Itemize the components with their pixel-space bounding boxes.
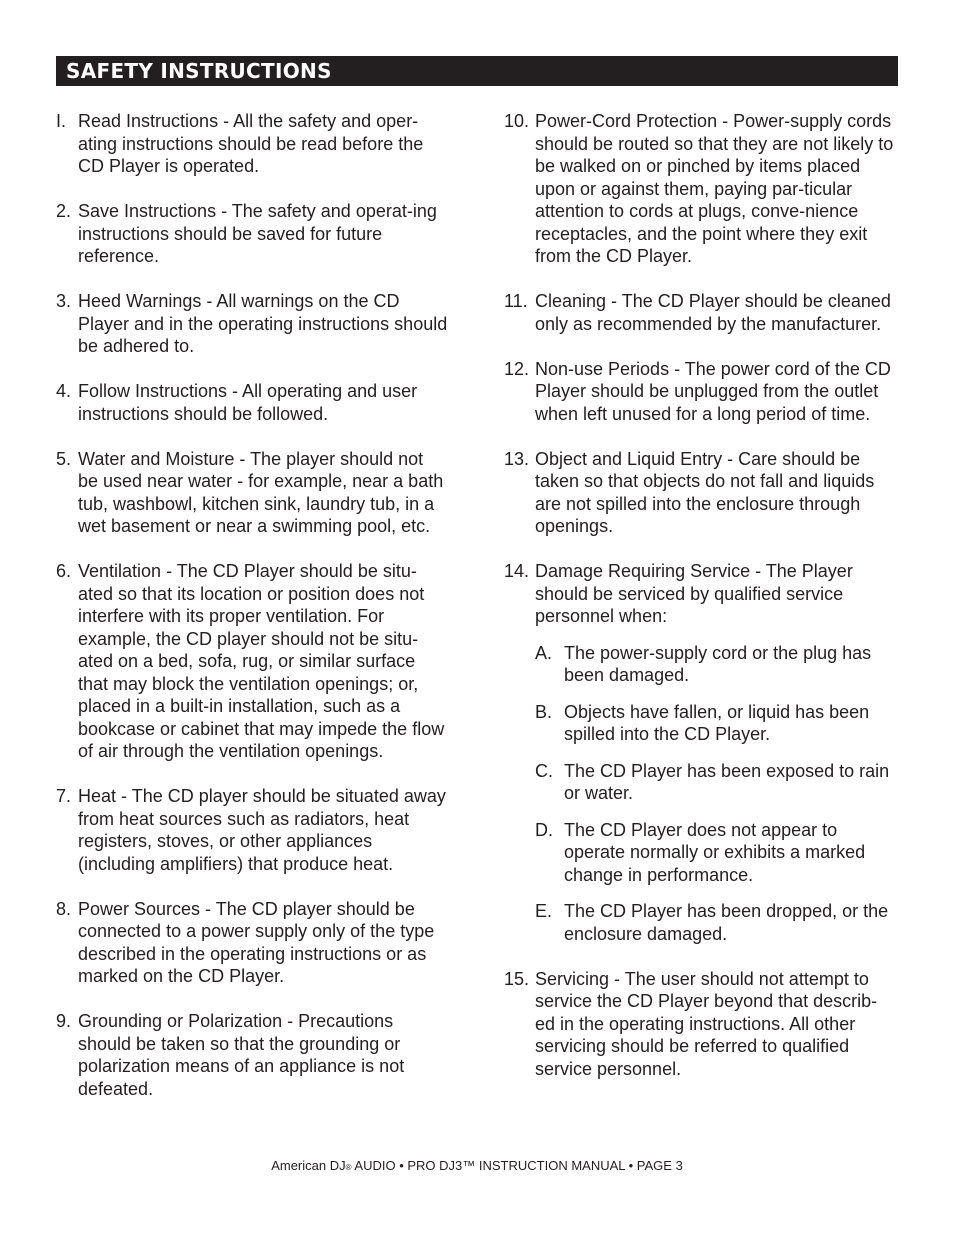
- item-number: 14.: [504, 561, 530, 581]
- list-item: [56, 560, 448, 763]
- item-body: [535, 560, 896, 945]
- list-item: [504, 560, 896, 945]
- item-text: Cleaning - The CD Player should be cleaned only as recommended by the manufacturer.: [535, 291, 891, 334]
- footer-brand: American DJ: [271, 1158, 346, 1173]
- item-number: 11.: [504, 291, 528, 311]
- sub-item-letter: B.: [535, 701, 553, 722]
- item-number: 3.: [56, 291, 72, 311]
- list-item: [504, 358, 896, 426]
- sub-item-text: The power-supply cord or the plug has been damaged.: [564, 642, 872, 685]
- left-column: [56, 110, 448, 1123]
- item-text: Grounding or Polarization - Precautions should be taken so that the grounding or polarization means of an appliance is not defeated.: [78, 1011, 405, 1099]
- list-item: [56, 448, 448, 538]
- sub-item-letter: C.: [535, 760, 553, 781]
- list-item: [56, 110, 448, 178]
- sub-item-text: The CD Player does not appear to operate normally or exhibits a marked change in performance.: [564, 819, 866, 885]
- sub-item-text: The CD Player has been exposed to rain or water.: [564, 760, 890, 803]
- item-number: 13.: [504, 448, 530, 469]
- item-text: Object and Liquid Entry - Care should be taken so that objects do not fall and liquids are not spilled into the enclosure through openings.: [535, 448, 875, 536]
- list-item: [56, 898, 448, 988]
- list-item: [56, 1010, 448, 1100]
- sub-item-letter: A.: [535, 642, 553, 663]
- list-item: [56, 380, 448, 425]
- list-item: [504, 448, 896, 538]
- item-number: 8.: [56, 898, 72, 919]
- item-text: Save Instructions - The safety and operat-ing instructions should be saved for future reference.: [78, 201, 437, 266]
- list-item: [504, 290, 896, 335]
- item-number: 9.: [56, 1011, 72, 1031]
- item-number: I.: [56, 111, 67, 131]
- sub-item-text: The CD Player has been dropped, or the enclosure damaged.: [564, 901, 889, 944]
- item-text: Damage Requiring Service - The Player should be serviced by qualified service personnel when:: [535, 561, 853, 626]
- sub-list-item: [535, 642, 896, 687]
- sub-item-text: Objects have fallen, or liquid has been spilled into the CD Player.: [564, 701, 870, 744]
- sub-list-item: [535, 819, 896, 887]
- sub-item-letter: E.: [535, 901, 553, 921]
- list-item: [504, 968, 896, 1081]
- item-number: 4.: [56, 381, 72, 401]
- footer-text: AUDIO • PRO DJ3™ INSTRUCTION MANUAL • PAGE 3: [351, 1158, 683, 1173]
- page-footer: [0, 1158, 954, 1176]
- item-text: Power Sources - The CD player should be connected to a power supply only of the type described in the operating instructions or as marked on the CD Player.: [78, 898, 435, 986]
- item-text: Heed Warnings - All warnings on the CD Player and in the operating instructions should be adhered to.: [78, 291, 448, 356]
- list-item: [56, 785, 448, 875]
- item-text: Water and Moisture - The player should not be used near water - for example, near a bath tub, washbowl, kitchen sink, laundry tub, in a wet basement or near a swimming pool, etc.: [78, 448, 444, 536]
- sub-item-letter: D.: [535, 819, 553, 840]
- registered-mark: ®: [345, 1163, 352, 1172]
- item-text: Follow Instructions - All operating and user instructions should be followed.: [78, 381, 418, 424]
- item-text: Non-use Periods - The power cord of the CD Player should be unplugged from the outlet when left unused for a long period of time.: [535, 358, 891, 424]
- item-text: Power-Cord Protection - Power-supply cords should be routed so that they are not likely to be walked on or pinched by items placed upon or against them, paying par-ticular attention to cords at plugs, conve-nience receptacles, and the point where they exit from the CD Player.: [535, 111, 894, 266]
- item-number: 5.: [56, 448, 72, 469]
- item-text: Ventilation - The CD Player should be situ-ated so that its location or position does not interfere with its proper ventilation. For example, the CD player should not be situ-ated on a bed, sofa, rug, or similar surface that may block the ventilation openings; or, placed in a built-in installation, such as a bookcase or cabinet that may impede the flow of air through the ventilation openings.: [78, 561, 445, 761]
- item-number: 7.: [56, 786, 72, 806]
- sub-list-item: [535, 900, 896, 945]
- sub-list-item: [535, 701, 896, 746]
- list-item: [504, 110, 896, 268]
- sub-list-item: [535, 760, 896, 805]
- item-number: 12.: [504, 358, 530, 379]
- item-text: Heat - The CD player should be situated away from heat sources such as radiators, heat registers, stoves, or other appliances (including amplifiers) that produce heat.: [78, 786, 446, 874]
- list-item: [56, 200, 448, 268]
- right-column: [504, 110, 896, 1103]
- sub-list: [535, 642, 896, 946]
- list-item: [56, 290, 448, 358]
- item-text: Servicing - The user should not attempt to service the CD Player beyond that describ-ed in the operating instructions. All other servicing should be referred to qualified service personnel.: [535, 968, 878, 1079]
- section-title: SAFETY INSTRUCTIONS: [66, 59, 332, 83]
- item-number: 2.: [56, 201, 72, 221]
- item-text: Read Instructions - All the safety and oper-ating instructions should be read before the CD Player is operated.: [78, 111, 424, 176]
- item-number: 15.: [504, 968, 530, 989]
- item-number: 10.: [504, 111, 530, 131]
- item-number: 6.: [56, 561, 72, 581]
- section-header-bar: [56, 56, 898, 86]
